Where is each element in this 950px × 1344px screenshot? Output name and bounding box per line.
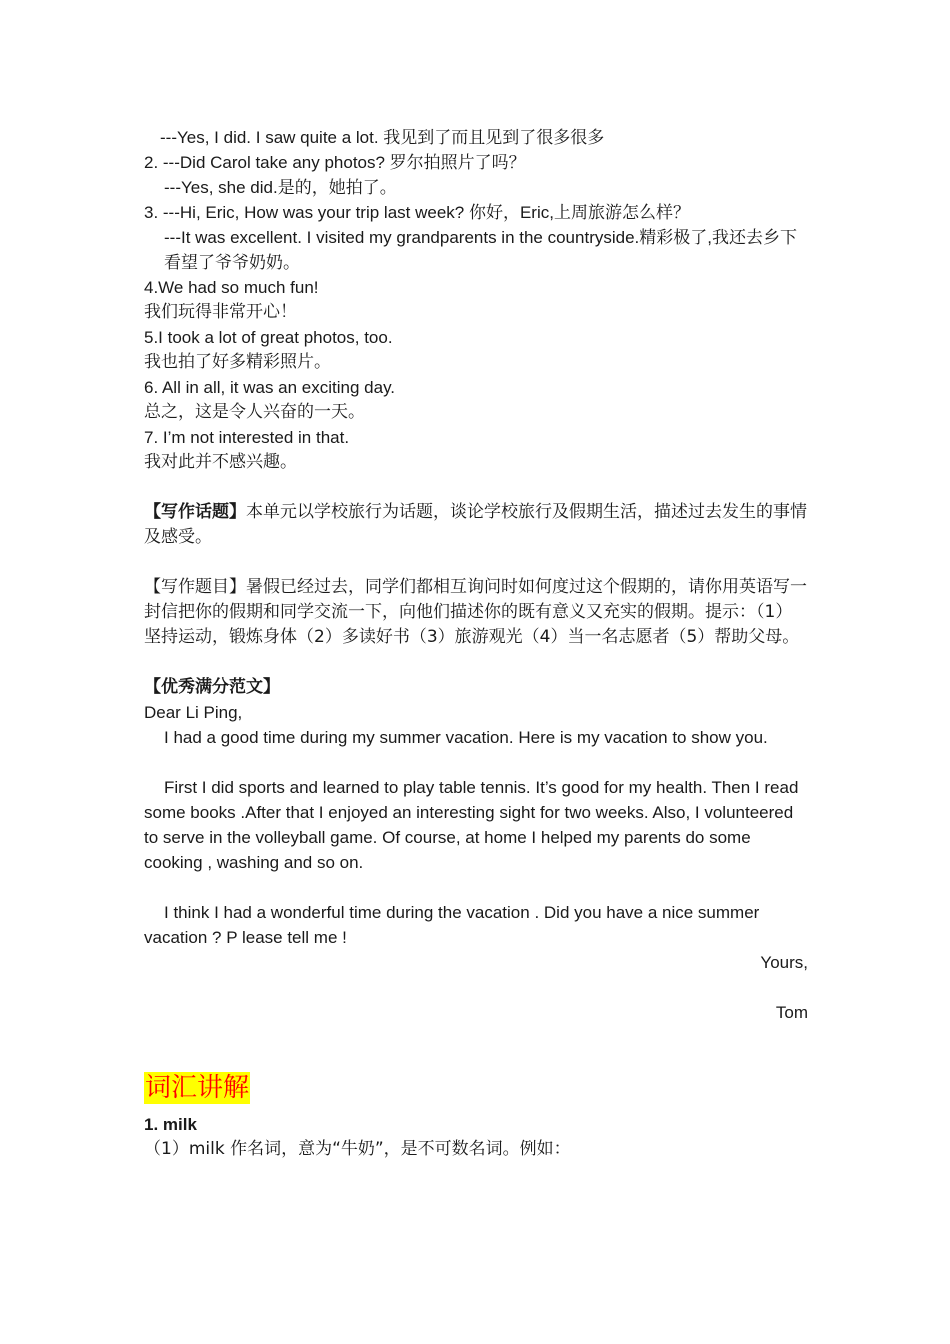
sentence-4-en: 4.We had so much fun! (144, 278, 319, 297)
letter-paragraph-2: First I did sports and learned to play table tennis. It’s good for my health. Then I read some books .After that I enjoyed an interesting sight for two weeks. Also, I volunteered to serve in the volleyball game. Of course, at home I helped my parents do some cooking , washing and so on. (144, 778, 799, 872)
writing-topic-label: 【写作话题】 (144, 502, 246, 522)
sentence-6-en: 6. All in all, it was an exciting day. (144, 378, 396, 397)
document-page (144, 125, 808, 1162)
dialog-answer-3-text: ---It was excellent. I visited my grandparents in the countryside.精彩极了,我还去乡下看望了爷爷奶奶。 (164, 228, 797, 272)
vocab-item-text: （1）milk 作名词，意为“牛奶”，是不可数名词。例如： (144, 1139, 571, 1159)
sentence-7-en: 7. I’m not interested in that. (144, 428, 350, 447)
writing-topic (144, 500, 808, 550)
writing-task-text: 暑假已经过去，同学们都相互询问时如何度过这个假期的，请你用英语写一封信把你的假期和同学交流一下，向他们描述你的既有意义又充实的假期。提示：（1）坚持运动，锻炼身体（2）多读好书（3）旅游观光（4）当一名志愿者（5）帮助父母。 (144, 577, 807, 647)
vocab-heading-wrap (144, 1072, 808, 1112)
letter-closing: Yours, (760, 953, 808, 972)
dialog-question-2: 2. ---Did Carol take any photos? 罗尔拍照片了吗？ (144, 153, 526, 172)
letter-signature: Tom (775, 1003, 808, 1022)
sentence-6-cn: 总之，这是令人兴奋的一天。 (144, 402, 365, 422)
dialog-answer-1: ---Yes, I did. I saw quite a lot. 我见到了而且见到了很多很多 (160, 128, 605, 147)
vocab-item-title: 1. milk (144, 1115, 197, 1134)
sentence-7-cn: 我对此并不感兴趣。 (144, 452, 297, 472)
model-essay-label: 【优秀满分范文】 (144, 677, 280, 697)
dialog-answer-2: ---Yes, she did.是的，她拍了。 (164, 178, 397, 197)
sentence-5-cn: 我也拍了好多精彩照片。 (144, 352, 331, 372)
letter-paragraph-1: I had a good time during my summer vacation. Here is my vacation to show you. (164, 728, 768, 747)
writing-topic-text: 本单元以学校旅行为话题，谈论学校旅行及假期生活，描述过去发生的事情及感受。 (144, 502, 807, 547)
writing-task-label: 【写作题目】 (144, 577, 246, 597)
sentence-5-en: 5.I took a lot of great photos, too. (144, 328, 393, 347)
letter-greeting: Dear Li Ping, (144, 703, 243, 722)
dialog-question-3: 3. ---Hi, Eric, How was your trip last week? 你好，Eric,上周旅游怎么样？ (144, 203, 690, 222)
dialog-answer-3 (144, 225, 808, 275)
letter-paragraph-3: I think I had a wonderful time during the vacation . Did you have a nice summer vacation ? P lease tell me ! (144, 903, 760, 947)
sentence-4-cn: 我们玩得非常开心！ (144, 302, 297, 322)
writing-task (144, 575, 808, 650)
vocab-heading: 词汇讲解 (145, 1073, 250, 1103)
